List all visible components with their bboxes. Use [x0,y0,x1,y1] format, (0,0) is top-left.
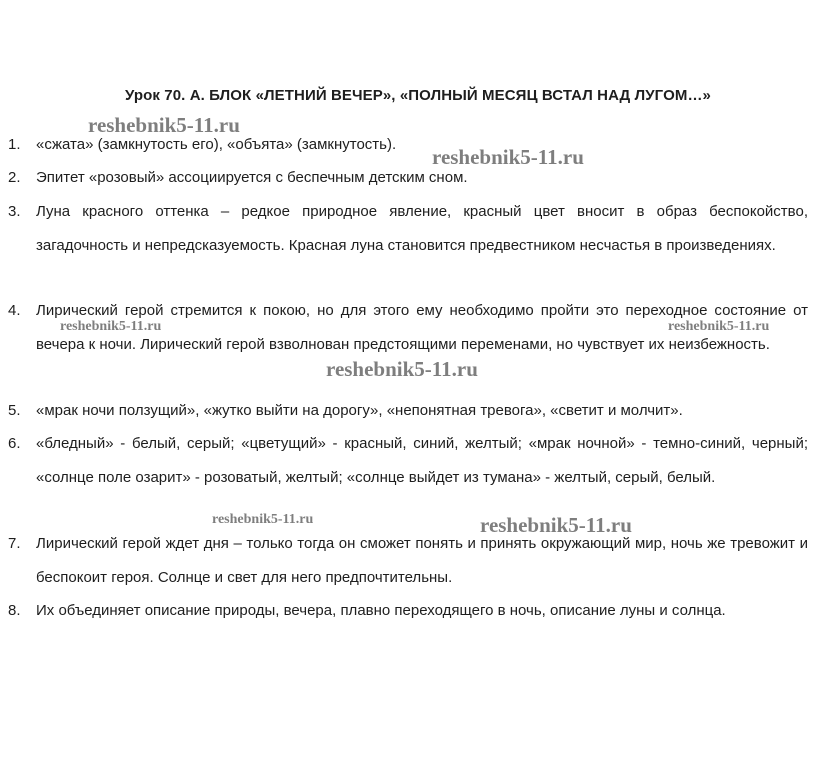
item-text: Лирический герой ждет дня – только тогда он сможет понять и принять окружающий мир, ночь же тревожит и беспокоит героя. Солнце и свет для него предпочтительны. [36,535,808,586]
watermark: reshebnik5-11.ru [668,319,770,334]
item-number: 6. [8,435,21,452]
item-number: 5. [8,402,21,419]
item-number: 2. [8,169,21,186]
item-text: «бледный» - белый, серый; «цветущий» - красный, синий, желтый; «мрак ночной» - темно-синий, черный; «солнце поле озарит» - розоватый, желтый; «солнце выйдет из тумана» - желтый, серый, белый. [36,435,808,486]
item-text: Эпитет «розовый» ассоциируется с беспечным детским сном. [36,169,468,186]
item-text: «сжата» (замкнутость его), «объята» (замкнутость). [36,136,397,153]
watermark: reshebnik5-11.ru [60,319,162,334]
item-number: 4. [8,302,21,319]
watermark: reshebnik5-11.ru [326,357,478,381]
item-text: «мрак ночи ползущий», «жутко выйти на дорогу», «непонятная тревога», «светит и молчит». [36,402,683,419]
item-number: 3. [8,203,21,220]
item-number: 1. [8,136,21,153]
watermark: reshebnik5-11.ru [432,145,584,169]
item-text: Их объединяет описание природы, вечера, плавно переходящего в ночь, описание луны и солнца. [36,602,726,619]
page-title: Урок 70. А. БЛОК «ЛЕТНИЙ ВЕЧЕР», «ПОЛНЫЙ МЕСЯЦ ВСТАЛ НАД ЛУГОМ…» [125,87,711,104]
watermark: reshebnik5-11.ru [88,113,240,137]
item-number: 8. [8,602,21,619]
watermark: reshebnik5-11.ru [480,513,632,537]
item-number: 7. [8,535,21,552]
item-text: Луна красного оттенка – редкое природное явление, красный цвет вносит в образ беспокойство, загадочность и непредсказуемость. Красная луна становится предвестником несчастья в произведениях. [36,203,808,254]
item-text: Лирический герой стремится к покою, но для этого ему необходимо пройти это переходное состояние от вечера к ночи. Лирический герой взволнован предстоящими переменами, но чувствует их неизбежность. [36,302,808,353]
watermark: reshebnik5-11.ru [212,512,314,527]
